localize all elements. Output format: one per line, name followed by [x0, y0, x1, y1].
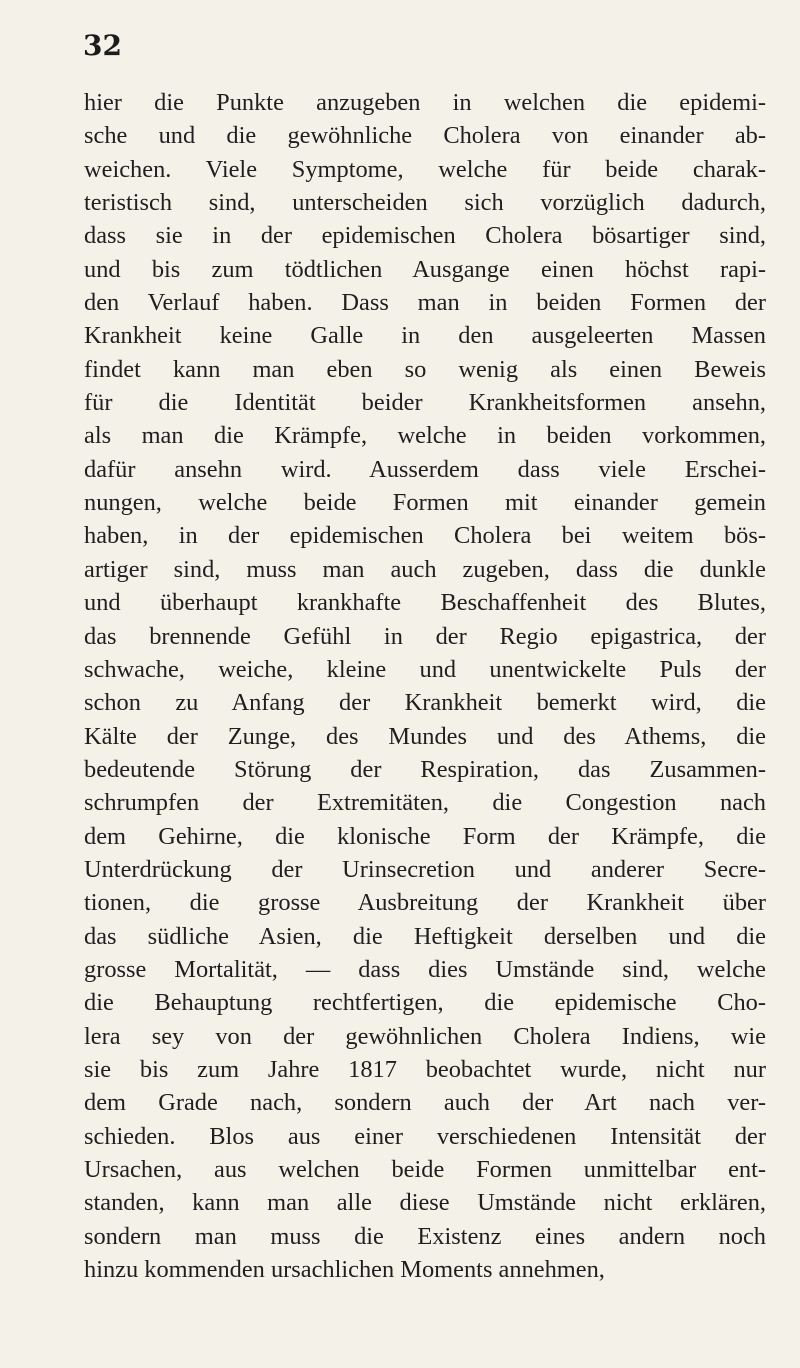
text-line: artiger sind, muss man auch zugeben, dass die dunkle [84, 555, 766, 583]
text-line: findet kann man eben so wenig als einen Beweis [84, 355, 766, 383]
text-line: sondern man muss die Existenz eines andern noch [84, 1222, 766, 1250]
text-line: schwache, weiche, kleine und unentwickelte Puls der [84, 655, 766, 683]
text-line: hier die Punkte anzugeben in welchen die epidemi- [84, 89, 766, 116]
text-line: sie bis zum Jahre 1817 beobachtet wurde, nicht nur [84, 1055, 766, 1083]
text-line: dem Gehirne, die klonische Form der Krämpfe, die [84, 822, 766, 850]
text-line: weichen. Viele Symptome, welche für beide charak- [84, 155, 766, 183]
text-line: das südliche Asien, die Heftigkeit derselben und die [84, 922, 766, 950]
text-line: Unterdrückung der Urinsecretion und anderer Secre- [84, 855, 766, 883]
text-line: dem Grade nach, sondern auch der Art nach ver- [84, 1089, 766, 1117]
text-line: Krankheit keine Galle in den ausgeleerten Massen [84, 322, 766, 350]
page-number: 32 [83, 29, 122, 62]
text-line: haben, in der epidemischen Cholera bei weitem bös- [84, 522, 766, 550]
text-line: Ursachen, aus welchen beide Formen unmittelbar ent- [84, 1156, 766, 1183]
text-line: das brennende Gefühl in der Regio epigastrica, der [84, 622, 766, 650]
text-line: nungen, welche beide Formen mit einander gemein [84, 489, 766, 517]
text-line: bedeutende Störung der Respiration, das Zusammen- [84, 755, 766, 783]
text-line: teristisch sind, unterscheiden sich vorzüglich dadurch, [84, 189, 766, 217]
text-line: für die Identität beider Krankheitsformen ansehn, [84, 389, 766, 417]
text-line: tionen, die grosse Ausbreitung der Krankheit über [84, 889, 766, 917]
text-line: dafür ansehn wird. Ausserdem dass viele Erschei- [84, 455, 766, 483]
text-line: hinzu kommenden ursachlichen Moments annehmen, [84, 1256, 605, 1284]
text-line: sche und die gewöhnliche Cholera von einander ab- [84, 122, 766, 150]
text-line: standen, kann man alle diese Umstände nicht erklären, [84, 1189, 766, 1217]
text-line: schon zu Anfang der Krankheit bemerkt wird, die [84, 689, 766, 717]
text-line: den Verlauf haben. Dass man in beiden Formen der [84, 289, 766, 317]
text-line: schieden. Blos aus einer verschiedenen Intensität der [84, 1122, 766, 1150]
text-line: grosse Mortalität, — dass dies Umstände sind, welche [84, 955, 766, 983]
text-line: schrumpfen der Extremitäten, die Congestion nach [84, 789, 766, 817]
text-line: und überhaupt krankhafte Beschaffenheit des Blutes, [84, 589, 766, 617]
text-line: die Behauptung rechtfertigen, die epidemische Cho- [84, 989, 766, 1017]
text-line: dass sie in der epidemischen Cholera bösartiger sind, [84, 222, 766, 250]
text-line: als man die Krämpfe, welche in beiden vorkommen, [84, 422, 766, 450]
body-text [84, 86, 766, 1286]
text-line: lera sey von der gewöhnlichen Cholera Indiens, wie [84, 1022, 766, 1050]
text-line: und bis zum tödtlichen Ausgange einen höchst rapi- [84, 255, 766, 283]
text-line: Kälte der Zunge, des Mundes und des Athems, die [84, 722, 766, 750]
